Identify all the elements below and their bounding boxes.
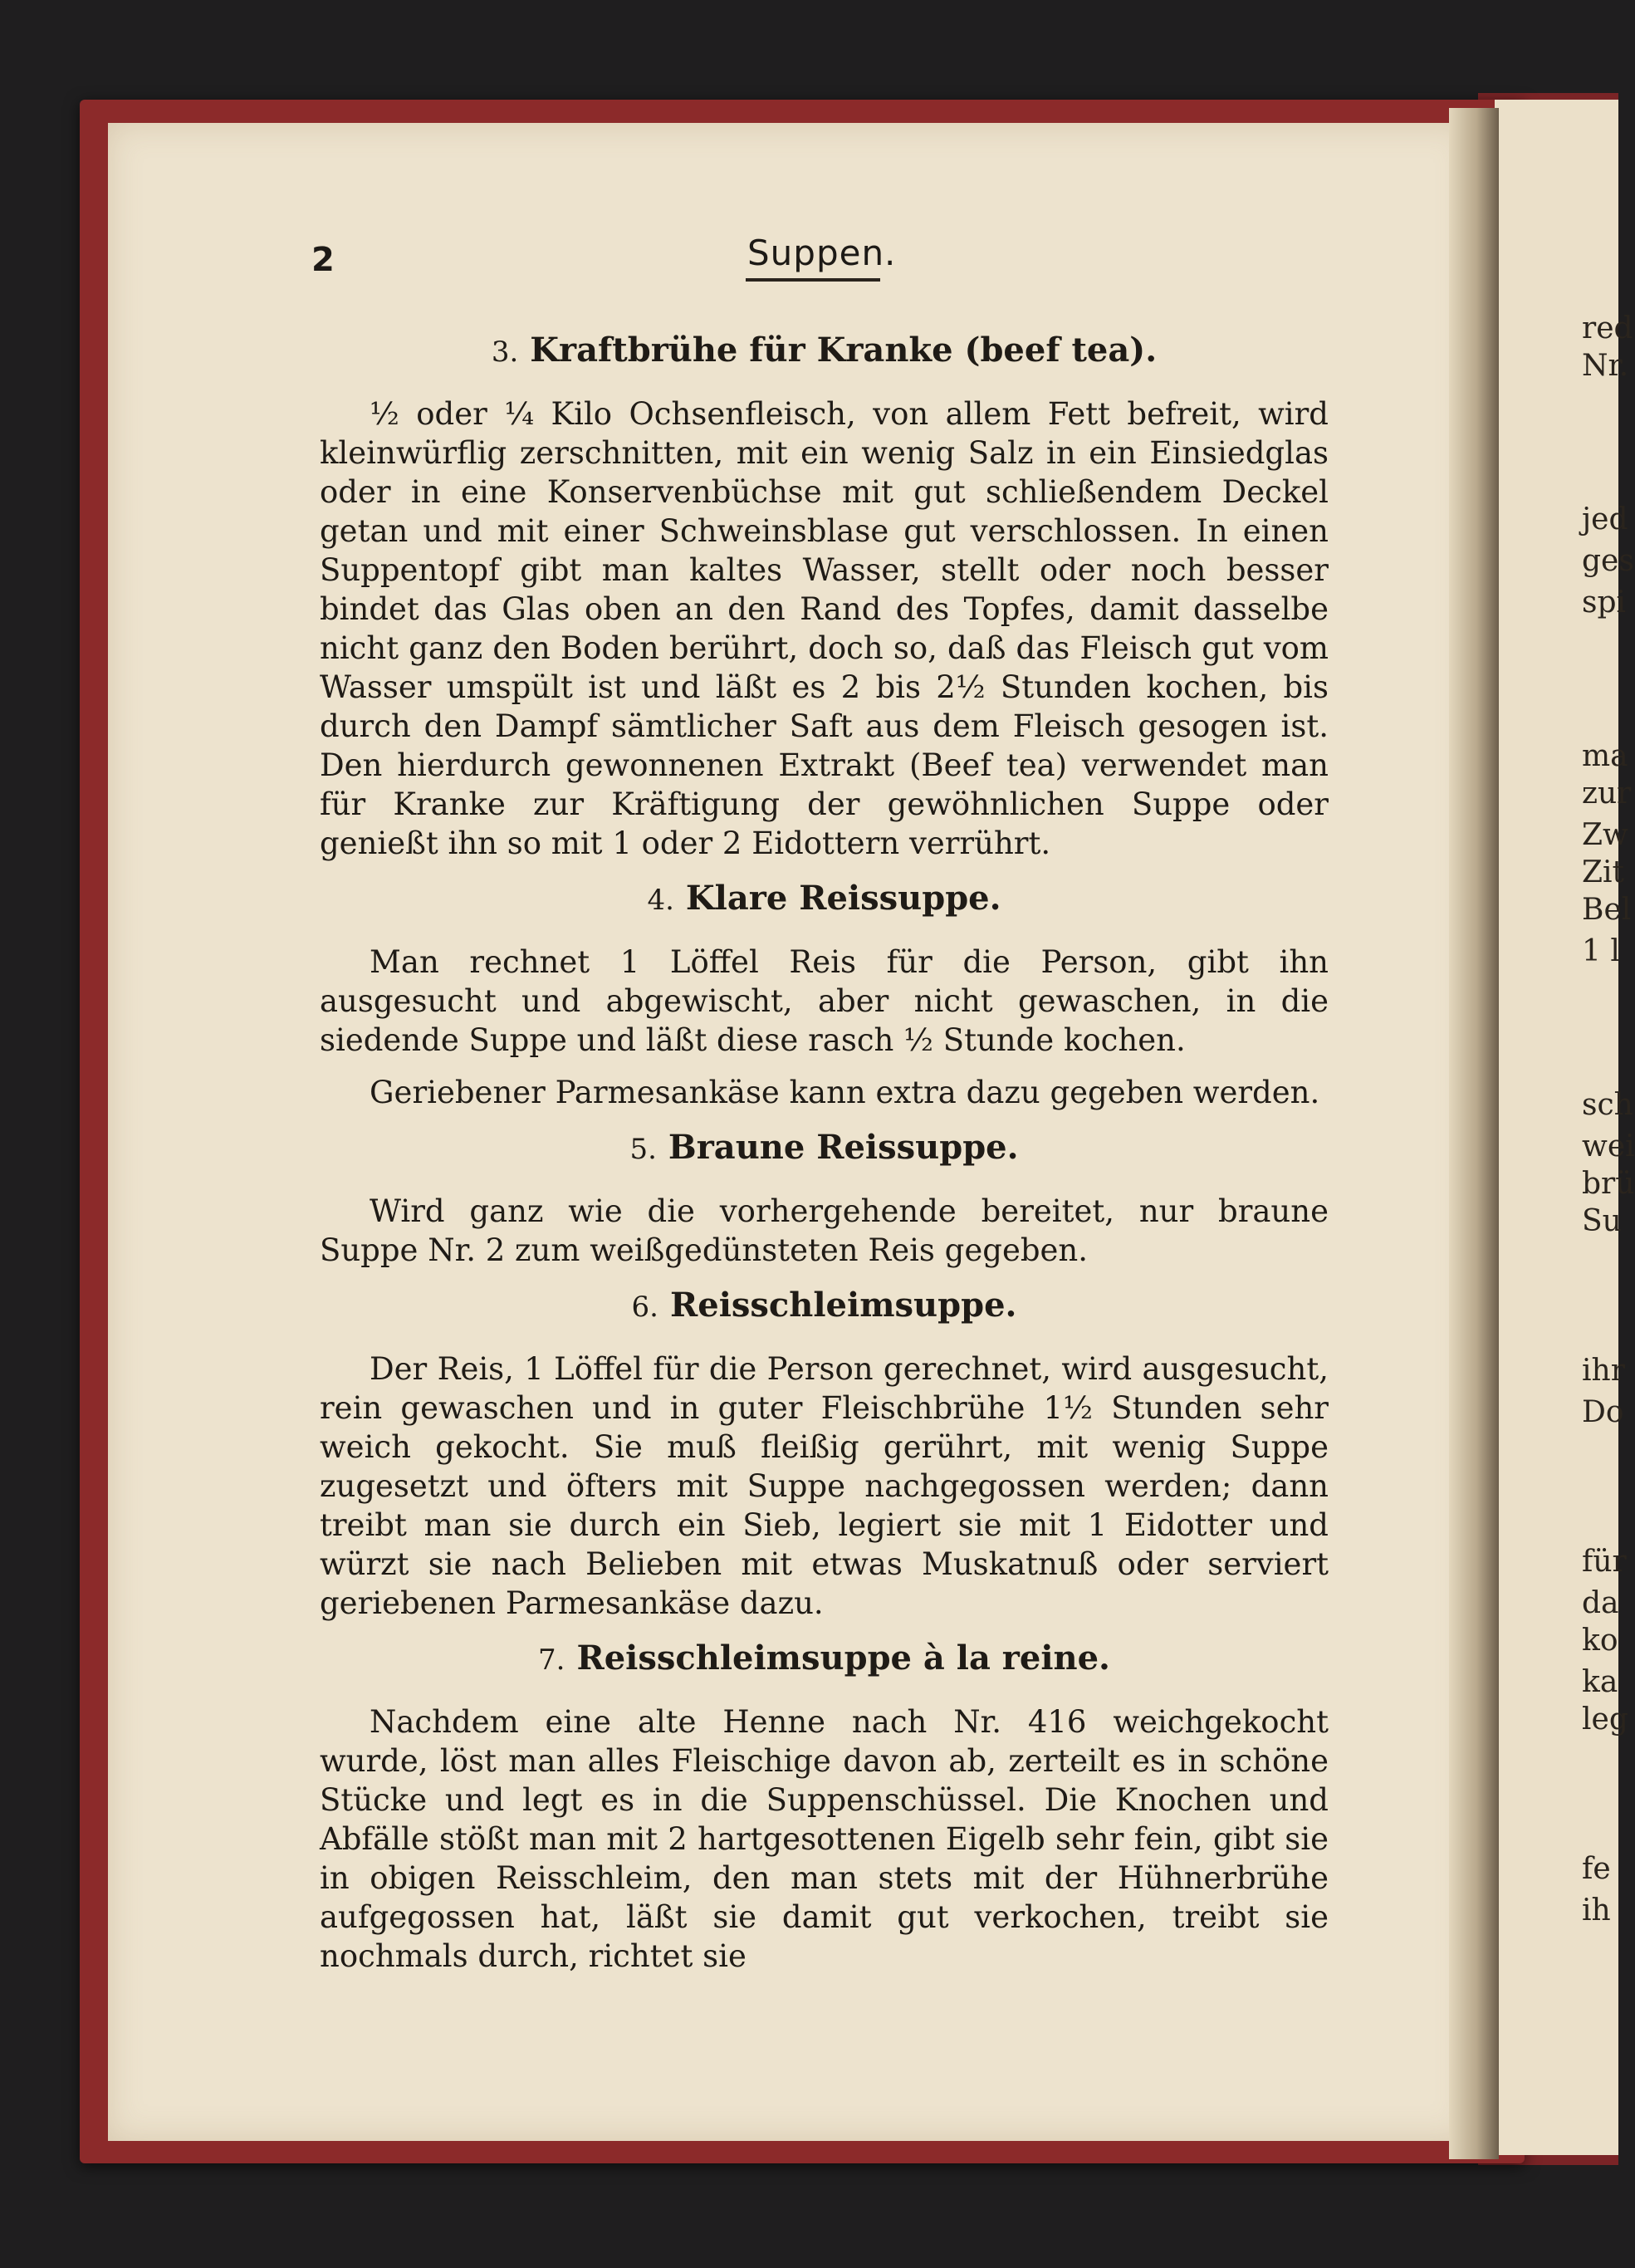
recipe-title	[320, 1636, 1329, 1683]
recipe-title-text: Kraftbrühe für Kranke (beef tea).	[530, 331, 1158, 370]
facing-page-fragment: zur	[1582, 776, 1632, 811]
facing-page-fragment: ko	[1582, 1624, 1618, 1658]
facing-page-fragment: Do	[1582, 1395, 1624, 1429]
facing-page-fragment: ih	[1582, 1893, 1611, 1928]
recipe-number: 5.	[629, 1133, 657, 1166]
facing-page-fragment: ges	[1582, 544, 1634, 578]
recipe-title	[320, 1283, 1329, 1330]
recipe-paragraph: Der Reis, 1 Löffel für die Person gerechnet, wird ausgesucht, rein gewaschen und in guter Fleischbrühe 1½ Stunden sehr weich gekocht. Sie muß fleißig gerührt, mit wenig Suppe zugesetzt und öfters mit Suppe nachgegossen werden; dann treibt man sie durch ein Sieb, legiert sie mit 1 Eidotter und würzt sie nach Belieben mit etwas Muskatnuß oder serviert geriebenen Parmesankäse dazu.	[320, 1351, 1329, 1621]
facing-page-fragment: red	[1582, 311, 1633, 345]
recipe-paragraph: Nachdem eine alte Henne nach Nr. 416 weichgekocht wurde, löst man alles Fleischige davon ab, zerteilt es in schöne Stücke und legt es in die Suppenschüssel. Die Knochen und Abfälle stößt man mit 2 hartgesottenen Eigelb sehr fein, gibt sie in obigen Reisschleim, den man stets mit der Hühnerbrühe aufgegossen hat, läßt sie damit gut verkochen, treibt sie nochmals durch, richtet sie	[320, 1704, 1329, 1974]
facing-page-fragment: leg	[1582, 1702, 1628, 1737]
facing-page-fragment: spi	[1582, 585, 1627, 620]
recipe-number: 7.	[538, 1643, 565, 1677]
book-gutter	[1449, 108, 1499, 2159]
facing-page-fragment: sch	[1582, 1088, 1633, 1122]
recipe-7	[320, 1636, 1329, 1976]
facing-page-fragment: ka	[1582, 1665, 1618, 1699]
facing-page-fragment: Zit	[1582, 855, 1624, 889]
facing-page-fragment: Bel	[1582, 893, 1632, 927]
facing-page-fragment: wei	[1582, 1129, 1635, 1163]
recipe-title-text: Braune Reissuppe.	[668, 1128, 1019, 1167]
facing-page-fragment: ihr	[1582, 1354, 1625, 1388]
facing-page-fragment: jed	[1582, 502, 1628, 536]
recipe-5	[320, 1125, 1329, 1270]
running-head: Suppen.	[747, 233, 897, 273]
recipe-number: 4.	[647, 884, 674, 917]
facing-page	[1495, 100, 1635, 2155]
recipe-title	[320, 1125, 1329, 1172]
recipe-paragraph: ½ oder ¼ Kilo Ochsenfleisch, von allem Fett befreit, wird kleinwürflig zerschnitten, mit ein wenig Salz in ein Einsiedglas oder in eine Konservenbüchse mit gut schließendem Deckel getan und mit einer Schweinsblase gut verschlossen. In einen Suppentopf gibt man kaltes Wasser, stellt oder noch besser bindet das Glas oben an den Rand des Topfes, damit dasselbe nicht ganz den Boden berührt, doch so, daß das Fleisch gut vom Wasser umspült ist und läßt es 2 bis 2½ Stunden kochen, bis durch den Dampf sämtlicher Saft aus dem Fleisch gesogen ist. Den hierdurch gewonnenen Extrakt (Beef tea) verwendet man für Kranke zur Kräftigung der gewöhnlichen Suppe oder genießt ihn so mit 1 oder 2 Eidottern verrührt.	[320, 396, 1329, 861]
recipe-title-text: Reisschleimsuppe.	[670, 1286, 1017, 1325]
recipe-3	[320, 328, 1329, 863]
recipe-number: 6.	[631, 1291, 658, 1324]
facing-page-fragment: Zw	[1582, 818, 1628, 852]
recipe-4	[320, 876, 1329, 1112]
recipe-number: 3.	[491, 336, 519, 369]
recipe-6	[320, 1283, 1329, 1623]
page-content	[320, 328, 1329, 1989]
running-head-underline	[746, 278, 880, 282]
facing-page-fragment: da	[1582, 1586, 1619, 1620]
facing-page-fragment: fe	[1582, 1852, 1611, 1886]
recipe-title	[320, 328, 1329, 375]
recipe-paragraph: Wird ganz wie die vorhergehende bereitet, nur braune Suppe Nr. 2 zum weißgedünsteten Reis gegeben.	[320, 1193, 1329, 1268]
recipe-title-text: Klare Reissuppe.	[685, 879, 1001, 918]
facing-page-fragment: brü	[1582, 1167, 1635, 1201]
facing-page-fragment: Nr.	[1582, 349, 1629, 383]
facing-page-fragment: Su	[1582, 1204, 1622, 1238]
facing-page-fragment: für	[1582, 1545, 1627, 1579]
recipe-title	[320, 876, 1329, 923]
facing-page-fragment: ma	[1582, 739, 1628, 773]
recipe-paragraph: Geriebener Parmesankäse kann extra dazu gegeben werden.	[370, 1075, 1320, 1110]
facing-page-fragment: 1 l	[1582, 934, 1620, 968]
recipe-title-text: Reisschleimsuppe à la reine.	[576, 1639, 1110, 1678]
page-number: 2	[311, 241, 335, 279]
recipe-paragraph: Man rechnet 1 Löffel Reis für die Person, gibt ihn ausgesucht und abgewischt, aber nicht gewaschen, in die siedende Suppe und läßt diese rasch ½ Stunde kochen.	[320, 944, 1329, 1058]
